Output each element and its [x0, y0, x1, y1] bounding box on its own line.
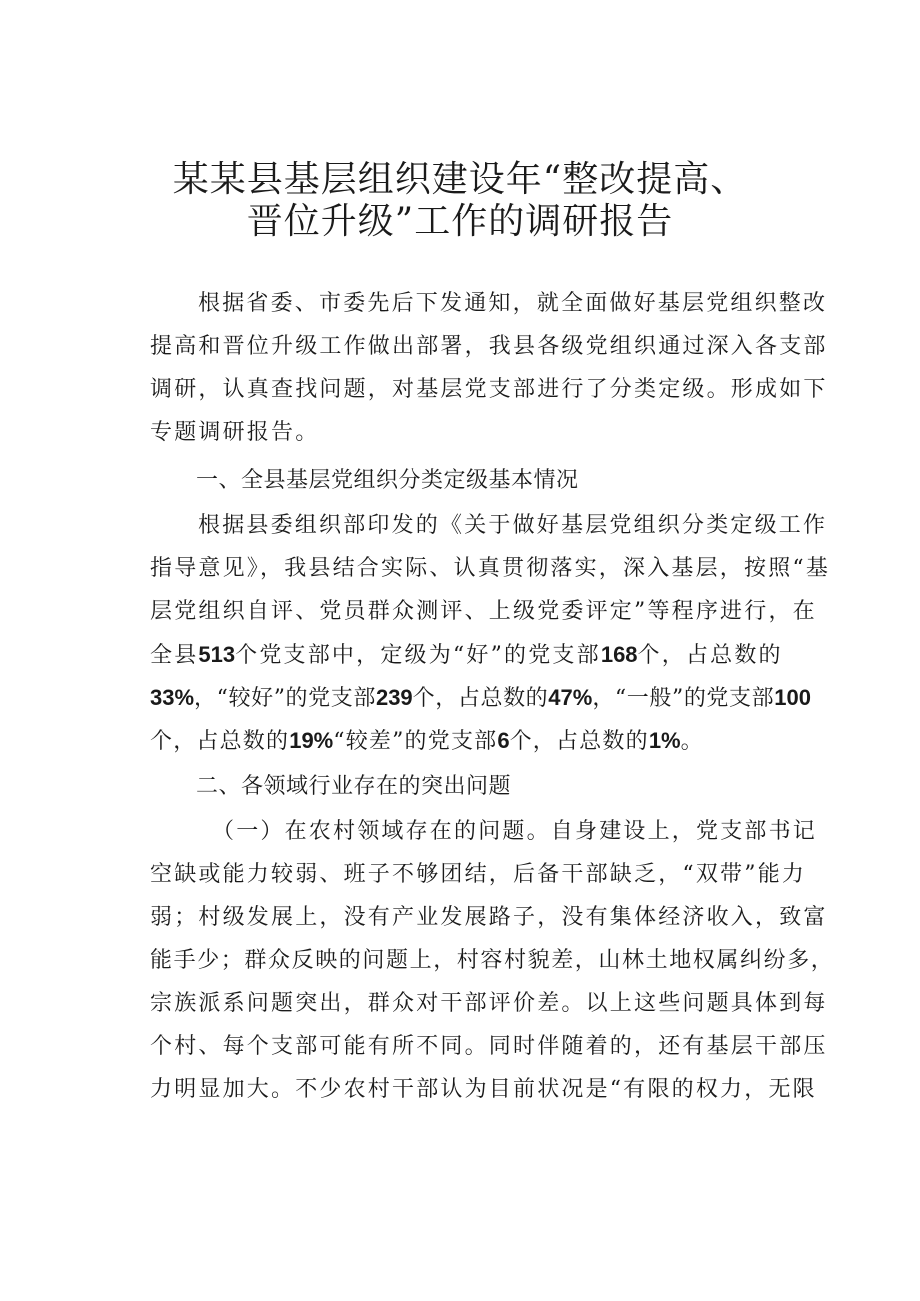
- poor-percent: 1%: [648, 728, 681, 753]
- text-span: 个，占总数的: [150, 729, 290, 754]
- intro-line: 专题调研报告。: [150, 420, 320, 445]
- average-percent: 19%: [289, 728, 334, 753]
- text-span: 个，占总数的: [637, 643, 783, 668]
- section-2-line: 能手少；群众反映的问题上，村容村貌差，山林土地权属纠纷多，: [150, 948, 835, 973]
- section-1-line: 根据县委组织部印发的《关于做好基层党组织分类定级工作: [198, 513, 828, 538]
- average-count: 100: [774, 685, 811, 710]
- text-span: ，“较好”的党支部: [194, 686, 376, 711]
- section-2-heading: 二、各领域行业存在的突出问题: [196, 774, 512, 799]
- section-2-line: （一）在农村领域存在的问题。自身建设上，党支部书记: [212, 819, 818, 844]
- text-span: 全县: [150, 643, 199, 668]
- section-2-line: 宗族派系问题突出，群众对干部评价差。以上这些问题具体到每: [150, 991, 828, 1016]
- section-1-line: 指导意见》，我县结合实际、认真贯彻落实，深入基层，按照“基: [150, 556, 831, 581]
- section-1-line: 层党组织自评、党员群众测评、上级党委评定”等程序进行，在: [150, 599, 817, 624]
- text-span: 个，占总数的: [509, 729, 649, 754]
- section-2-line: 弱；村级发展上，没有产业发展路子，没有集体经济收入，致富: [150, 905, 828, 930]
- fairly-good-percent: 47%: [548, 685, 593, 710]
- good-count: 168: [600, 642, 638, 667]
- fairly-good-count: 239: [375, 685, 413, 710]
- good-percent: 33%: [150, 685, 195, 710]
- document-title-line-2: 晋位升级”工作的调研报告: [246, 201, 674, 242]
- text-span: 个党支部中，定级为“好”的党支部: [235, 643, 601, 668]
- stats-line-1: [150, 640, 810, 671]
- section-2-line: 空缺或能力较弱、班子不够团结，后备干部缺乏，“双带”能力: [150, 862, 807, 887]
- document-title-line-1: 某某县基层组织建设年“整改提高、: [172, 159, 748, 200]
- intro-line: 调研，认真查找问题，对基层党支部进行了分类定级。形成如下: [150, 377, 828, 402]
- text-span: ，“一般”的党支部: [592, 686, 775, 711]
- text-span: “较差”的党支部: [333, 729, 498, 754]
- stats-line-3: [150, 726, 810, 757]
- section-2-line: 个村、每个支部可能有所不同。同时伴随着的，还有基层干部压: [150, 1034, 828, 1059]
- intro-line: 提高和晋位升级工作做出部署，我县各级党组织通过深入各支部: [150, 334, 828, 359]
- text-span: 。: [680, 729, 704, 754]
- poor-count: 6: [497, 728, 510, 753]
- section-2-line: 力明显加大。不少农村干部认为目前状况是“有限的权力，无限: [150, 1077, 817, 1102]
- text-span: 个，占总数的: [412, 686, 549, 711]
- intro-line: 根据省委、市委先后下发通知，就全面做好基层党组织整改: [198, 291, 828, 316]
- branch-total-count: 513: [198, 642, 236, 667]
- stats-line-2: [150, 683, 810, 714]
- section-1-heading: 一、全县基层党组织分类定级基本情况: [196, 468, 579, 493]
